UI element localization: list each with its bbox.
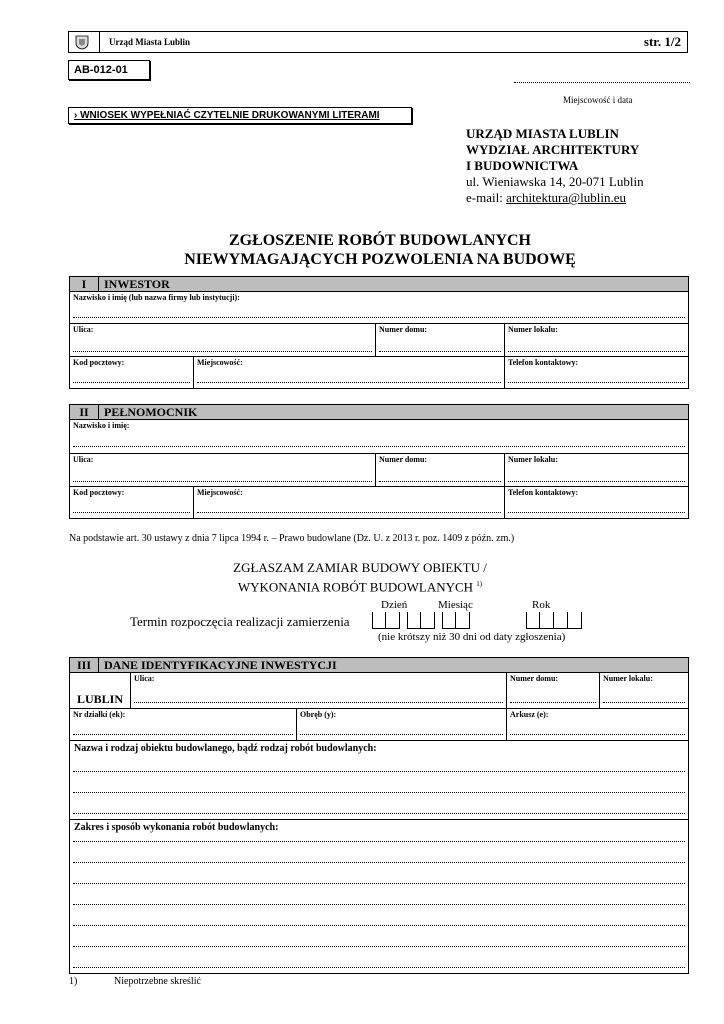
section-title: DANE IDENTYFIKACYJNE INWESTYCJI xyxy=(104,658,337,672)
field-label: Numer domu: xyxy=(510,674,559,683)
start-term-note: (nie krótszy niż 30 dni od daty zgłoszenia) xyxy=(378,631,566,643)
investor-name-field[interactable] xyxy=(70,292,688,323)
field-label: Kod pocztowy: xyxy=(73,488,125,497)
month-label: Miesiąc xyxy=(438,599,473,611)
email-link[interactable]: architektura@lublin.eu xyxy=(506,190,626,205)
field-label: Nr działki (ek): xyxy=(73,710,126,719)
year-label: Rok xyxy=(532,599,551,611)
field-label: Numer lokalu: xyxy=(603,674,653,683)
fill-instruction: › WNIOSEK WYPEŁNIAĆ CZYTELNIE DRUKOWANYMI LITERAMI xyxy=(68,107,412,124)
field-label: Numer lokalu: xyxy=(508,325,558,334)
declaration-line2-row xyxy=(200,576,520,595)
day-digit-2[interactable] xyxy=(386,612,400,629)
addressee-line3: I BUDOWNICTWA xyxy=(466,158,579,173)
field-label: Telefon kontaktowy: xyxy=(508,358,579,367)
object-description-field[interactable] xyxy=(70,741,688,819)
investment-flat-field[interactable] xyxy=(600,673,688,708)
works-scope-field[interactable] xyxy=(70,820,688,973)
place-date-caption: Miejscowość i data xyxy=(563,95,633,105)
page-number: str. 1/2 xyxy=(643,34,681,49)
field-label: Telefon kontaktowy: xyxy=(508,488,579,497)
investor-phone-field[interactable] xyxy=(505,357,688,388)
declaration-line1: ZGŁASZAM ZAMIAR BUDOWY OBIEKTU / xyxy=(233,560,487,575)
sheet-field[interactable] xyxy=(507,709,688,740)
section-number: I xyxy=(70,277,99,291)
field-label: Arkusz (e): xyxy=(510,710,549,719)
field-label: Ulica: xyxy=(134,674,155,683)
proxy-city-field[interactable] xyxy=(194,487,504,518)
proxy-name-field[interactable] xyxy=(70,420,688,453)
field-label: Miejscowość: xyxy=(197,358,243,367)
title-line2: NIEWYMAGAJĄCYCH POZWOLENIA NA BUDOWĘ xyxy=(184,251,576,268)
precinct-field[interactable] xyxy=(297,709,506,740)
addressee-line2: WYDZIAŁ ARCHITEKTURY xyxy=(466,142,640,157)
investor-street-field[interactable] xyxy=(70,324,375,356)
footnote-text: Niepotrzebne skreślić xyxy=(114,976,201,987)
legal-basis: Na podstawie art. 30 ustawy z dnia 7 lipca 1994 r. – Prawo budowlane (Dz. U. z 2013 r. poz. 1409 z późn. zm.) xyxy=(69,533,515,544)
investment-street-field[interactable] xyxy=(131,673,506,708)
year-digit-1[interactable] xyxy=(526,612,540,629)
field-label: Zakres i sposób wykonania robót budowlanych: xyxy=(74,822,279,833)
section-proxy xyxy=(69,404,689,519)
proxy-street-field[interactable] xyxy=(70,454,375,486)
field-label: Kod pocztowy: xyxy=(73,358,125,367)
month-digit-1[interactable] xyxy=(407,612,421,629)
email-prefix: e-mail: xyxy=(466,190,507,205)
investor-city-field[interactable] xyxy=(194,357,504,388)
year-digit-2[interactable] xyxy=(540,612,554,629)
section-number: III xyxy=(70,658,99,672)
addressee-street: ul. Wieniawska 14, 20-071 Lublin xyxy=(466,174,644,189)
addressee-line1: URZĄD MIASTA LUBLIN xyxy=(466,126,619,141)
form-code: AB-012-01 xyxy=(68,60,150,80)
proxy-zip-field[interactable] xyxy=(70,487,193,518)
year-digit-4[interactable] xyxy=(568,612,582,629)
footnote-ref: 1) xyxy=(476,580,483,588)
month-digit-2[interactable] xyxy=(421,612,435,629)
proxy-phone-field[interactable] xyxy=(505,487,688,518)
field-label: Nazwisko i imię: xyxy=(73,421,130,430)
investor-flat-field[interactable] xyxy=(505,324,688,356)
investor-house-field[interactable] xyxy=(376,324,504,356)
field-label: Ulica: xyxy=(73,455,94,464)
proxy-flat-field[interactable] xyxy=(505,454,688,486)
section-investment xyxy=(69,657,689,974)
field-label: Numer lokalu: xyxy=(508,455,558,464)
form-title xyxy=(60,231,700,269)
proxy-house-field[interactable] xyxy=(376,454,504,486)
investment-house-field[interactable] xyxy=(507,673,599,708)
field-label: Numer domu: xyxy=(379,325,428,334)
day-label: Dzień xyxy=(381,599,408,611)
city-crest-icon xyxy=(74,34,90,50)
page-header xyxy=(68,31,688,53)
field-label: Obręb (y): xyxy=(300,710,337,719)
addressee xyxy=(466,126,644,206)
plot-number-field[interactable] xyxy=(70,709,296,740)
section-header xyxy=(70,658,688,673)
day-digit-1[interactable] xyxy=(372,612,386,629)
month-digit-4[interactable] xyxy=(456,612,470,629)
declaration-line2: WYKONANIA ROBÓT BUDOWLANYCH xyxy=(237,579,474,595)
investment-city xyxy=(70,673,130,708)
field-label: Ulica: xyxy=(73,325,94,334)
field-label: Miejscowość: xyxy=(197,488,243,497)
place-date-field[interactable] xyxy=(514,82,690,83)
field-label: Numer domu: xyxy=(379,455,428,464)
year-digit-3[interactable] xyxy=(554,612,568,629)
start-term-label: Termin rozpoczęcia realizacji zamierzenia xyxy=(130,614,350,629)
section-investor xyxy=(69,276,689,389)
month-digit-3[interactable] xyxy=(442,612,456,629)
field-label: Nazwa i rodzaj obiektu budowlanego, bądź rodzaj robót budowlanych: xyxy=(74,743,377,754)
section-title: PEŁNOMOCNIK xyxy=(104,405,198,419)
footnote-mark: 1) xyxy=(69,976,78,987)
investor-zip-field[interactable] xyxy=(70,357,193,388)
section-header xyxy=(70,277,688,292)
header-office: Urząd Miasta Lublin xyxy=(109,37,191,47)
city-value: LUBLIN xyxy=(76,692,123,706)
field-label: Nazwisko i imię (lub nazwa firmy lub instytucji): xyxy=(73,293,240,302)
section-header xyxy=(70,405,688,420)
addressee-email-row xyxy=(466,190,644,206)
declaration xyxy=(200,560,520,595)
title-line1: ZGŁOSZENIE ROBÓT BUDOWLANYCH xyxy=(229,232,531,249)
section-title: INWESTOR xyxy=(104,277,170,291)
section-number: II xyxy=(70,405,99,419)
